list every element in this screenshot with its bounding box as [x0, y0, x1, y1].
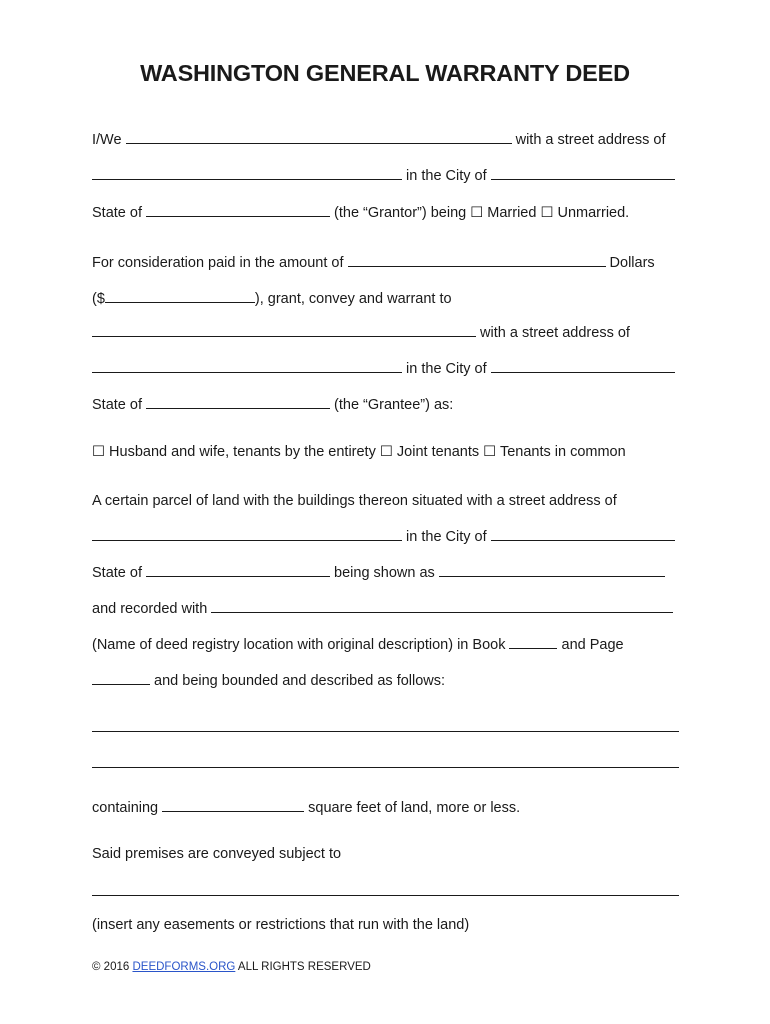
consideration-label: For consideration paid in the amount of [92, 255, 344, 271]
grantee-as-label: (the “Grantee”) as: [334, 397, 454, 413]
tenancy-options-line [92, 443, 682, 461]
book-field[interactable] [509, 635, 557, 649]
tenants-common-label: Tenants in common [499, 444, 626, 460]
bounded-label: and being bounded and described as follows: [154, 673, 446, 689]
street-address-label: with a street address of [515, 132, 666, 148]
grantee-state-line [92, 395, 682, 414]
parcel-state-line [92, 563, 682, 582]
grantee-city-line [92, 359, 682, 378]
grantor-being-label: (the “Grantor”) being [334, 205, 467, 221]
city-label: in the City of [406, 361, 487, 377]
husband-wife-label: Husband and wife, tenants by the entirety [109, 444, 376, 460]
parcel-line: A certain parcel of land with the buildings thereon situated with a street address of [92, 493, 617, 509]
being-shown-label: being shown as [334, 565, 435, 581]
parcel-city-line [92, 527, 682, 546]
grantee-state-field[interactable] [146, 395, 330, 409]
city-label: in the City of [406, 529, 487, 545]
page-field[interactable] [92, 671, 150, 685]
parcel-state-field[interactable] [146, 563, 330, 577]
unmarried-label: Unmarried. [557, 205, 630, 221]
grantor-name-field[interactable] [126, 130, 512, 144]
iwe-label: I/We [92, 132, 122, 148]
square-feet-label: square feet of land, more or less. [308, 800, 521, 816]
recorded-line [92, 599, 682, 618]
married-label: Married [487, 205, 537, 221]
grantor-name-line [92, 130, 682, 149]
tenants-common-checkbox[interactable]: ☐ [483, 444, 497, 460]
husband-wife-checkbox[interactable]: ☐ [92, 444, 105, 460]
square-feet-field[interactable] [162, 798, 304, 812]
joint-tenants-checkbox[interactable]: ☐ [379, 444, 393, 460]
state-label: State of [92, 205, 142, 221]
registry-line [92, 635, 682, 654]
footer [92, 961, 371, 973]
bounded-line [92, 671, 682, 690]
copyright-text: © 2016 [92, 961, 130, 973]
grant-line [92, 289, 682, 308]
parcel-street-field[interactable] [92, 527, 402, 541]
unmarried-checkbox[interactable]: ☐ [540, 205, 554, 221]
document-title: WASHINGTON GENERAL WARRANTY DEED [140, 60, 630, 86]
married-checkbox[interactable]: ☐ [470, 205, 484, 221]
consideration-words-field[interactable] [348, 253, 606, 267]
easements-field[interactable] [92, 895, 679, 896]
parcel-city-field[interactable] [491, 527, 675, 541]
page-label: and Page [561, 637, 624, 653]
deedforms-link[interactable]: DEEDFORMS.ORG [132, 961, 236, 973]
recorded-with-field[interactable] [211, 599, 673, 613]
registry-label: (Name of deed registry location with original description) in Book [92, 637, 506, 653]
recorded-with-label: and recorded with [92, 601, 208, 617]
grantor-state-field[interactable] [146, 203, 330, 217]
street-address-label: with a street address of [480, 325, 630, 341]
square-feet-line [92, 798, 682, 817]
grantee-name-field[interactable] [92, 323, 476, 337]
grantor-city-line [92, 166, 682, 185]
grantor-street-field[interactable] [92, 166, 402, 180]
grantee-city-field[interactable] [491, 359, 675, 373]
grant-convey-label: ), grant, convey and warrant to [254, 291, 452, 307]
grantee-name-line [92, 323, 682, 342]
consideration-amount-field[interactable] [105, 289, 255, 303]
containing-label: containing [92, 800, 159, 816]
consideration-line [92, 253, 682, 272]
grantor-city-field[interactable] [491, 166, 675, 180]
rights-reserved-text: ALL RIGHTS RESERVED [237, 961, 371, 973]
dollars-label: Dollars [609, 255, 655, 271]
grantor-state-line [92, 203, 682, 222]
grantee-street-field[interactable] [92, 359, 402, 373]
joint-tenants-label: Joint tenants [396, 444, 480, 460]
easements-note: (insert any easements or restrictions that run with the land) [92, 917, 470, 933]
subject-to-line: Said premises are conveyed subject to [92, 846, 342, 862]
shown-as-field[interactable] [439, 563, 665, 577]
dollar-sign: ($ [92, 291, 105, 307]
city-label: in the City of [406, 168, 487, 184]
description-field-1[interactable] [92, 731, 679, 732]
state-label: State of [92, 397, 142, 413]
description-field-2[interactable] [92, 767, 679, 768]
state-label: State of [92, 565, 142, 581]
